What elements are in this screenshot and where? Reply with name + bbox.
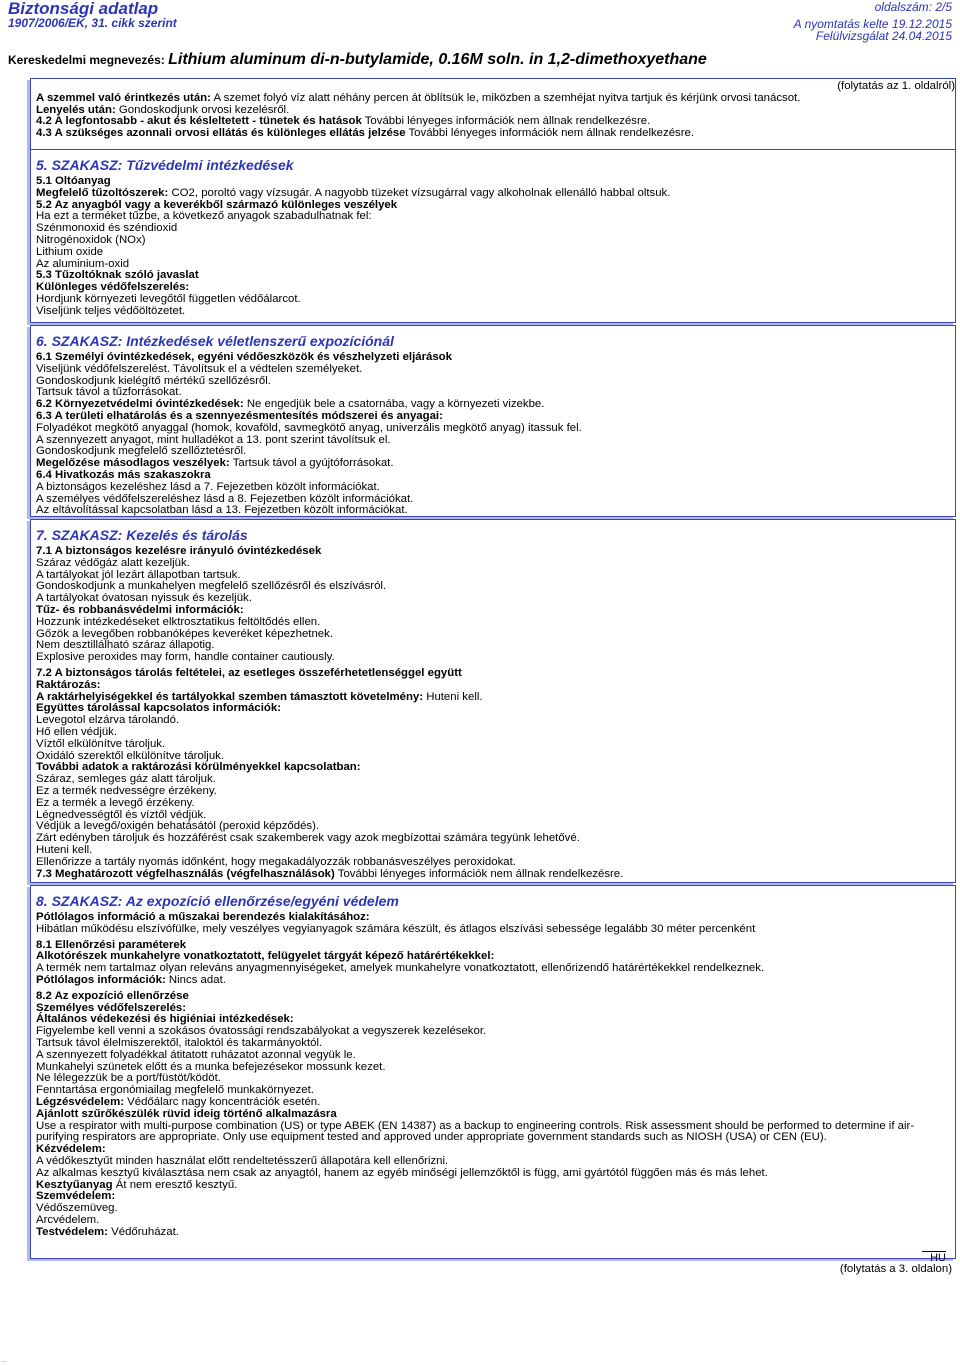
section-6-heading: Intézkedések véletlenszerű expozíciónál bbox=[122, 333, 394, 349]
s8-heading-9: Szemvédelem: bbox=[36, 1190, 116, 1203]
s6-heading-3: 6.4 Hivatkozás más szakaszokra bbox=[36, 468, 211, 481]
s7-heading-2: Tűz- és robbanásvédelmi információk: bbox=[36, 603, 244, 616]
print-date: A nyomtatás kelte 19.12.2015 bbox=[793, 17, 952, 31]
s7-end-use-label: 7.3 Meghatározott végfelhasználás (végfelhasználások) bbox=[36, 867, 335, 880]
s6-line-1: Viseljünk védőfelszerelést. Távolítsuk el a védtelen személyeket. bbox=[36, 362, 363, 375]
s6-line-6: A szennyezett anyagot, mint hulladékot a 13. pont szerint távolítsuk el. bbox=[36, 433, 391, 446]
s7-requirements-text: Huteni kell. bbox=[423, 690, 483, 703]
s8-additional-label: Pótlólagos információk: bbox=[36, 973, 166, 986]
language-code-text: HU bbox=[922, 1251, 946, 1264]
s6-secondary-label: Megelőzése másodlagos veszélyek: bbox=[36, 457, 230, 470]
s7-line-8: Explosive peroxides may form, handle container cautiously. bbox=[36, 651, 335, 664]
s6-line-9: A biztonságos kezeléshez lásd a 7. Fejezetben közölt információkat. bbox=[36, 480, 380, 493]
s8-heading-1: Pótlólagos információ a műszakai berendezés kialakításához: bbox=[36, 911, 370, 923]
section-7 bbox=[30, 519, 956, 883]
s5-heading-3: 5.3 Tűzoltóknak szóló javaslat bbox=[36, 269, 199, 282]
s7-heading-6: További adatok a raktározási körülményekkel kapcsolatban: bbox=[36, 761, 361, 774]
s7-end-use-text: További lényeges információk nem állnak rendelkezésre. bbox=[334, 867, 624, 880]
s7-line-1: Száraz védőgáz alatt kezeljük. bbox=[36, 556, 190, 569]
eye-contact-text: A szemet folyó víz alatt néhány percen át öblítsük le, miközben a szemhéjat nyitva tartjuk és kérjünk orvosi tanácsot. bbox=[210, 91, 801, 104]
s7-line-2: A tartályokat jól lezárt állapotban tartsuk. bbox=[36, 568, 241, 581]
s8-respiratory-text: Védőálarc nagy koncentrációk esetén. bbox=[124, 1095, 321, 1108]
page-mark: ... bbox=[2, 1358, 8, 1364]
s7-heading-4: Raktározás: bbox=[36, 678, 101, 691]
s8-heading-3: Alkotórészek munkahelyre vonatkoztatott, felügyelet tárgyát képező határértékekkel: bbox=[36, 950, 495, 963]
s7-line-6: Gőzök a levegőben robbanóképes keveréket képezhetnek. bbox=[36, 627, 333, 640]
s7-heading-1: 7.1 A biztonságos kezelésre irányuló óvintézkedések bbox=[36, 545, 322, 557]
product-name-line bbox=[8, 52, 707, 68]
medical-attention-line bbox=[36, 128, 951, 140]
s8-body-label: Testvédelem: bbox=[36, 1225, 108, 1238]
s6-line-10: A személyes védőfelszereléshez lásd a 8. Fejezetben közölt információkat. bbox=[36, 492, 414, 505]
s6-line-7: Gondoskodjunk megfelelő szellőztetésről. bbox=[36, 445, 247, 458]
s7-line-10: Levegotol elzárva tárolandó. bbox=[36, 714, 180, 727]
s6-line-11: Az eltávolítással kapcsolatban lásd a 13. Fejezetben közölt információkat. bbox=[36, 504, 408, 517]
continued-from-note: (folytatás az 1. oldalról) bbox=[837, 80, 955, 92]
section-6-title bbox=[36, 333, 951, 350]
medical-attention-text: További lényeges információk nem állnak rendelkezésre. bbox=[405, 127, 695, 140]
s8-heading-5: Személyes védőfelszerelés: bbox=[36, 1001, 187, 1014]
s8-line-7: Munkahelyi szünetek előtt és a munka befejezésekor mossunk kezet. bbox=[36, 1060, 386, 1073]
section-5-title bbox=[36, 157, 951, 174]
s8-heading-4: 8.2 Az expozíció ellenőrzése bbox=[36, 989, 189, 1002]
s7-line-7: Nem desztillálható száraz állapotig. bbox=[36, 639, 215, 652]
s8-line-9: Fenntartása ergonómiailag megfelelő munkakörnyezet. bbox=[36, 1084, 314, 1097]
s8-body-line bbox=[36, 1227, 951, 1239]
section-5 bbox=[30, 149, 956, 323]
s7-line-18: Védjük a levegő/oxigén behatásától (peroxid képződés). bbox=[36, 820, 320, 833]
s8-line-5: Tartsuk távol élelmiszerektől, italoktól és takarmányoktól. bbox=[36, 1036, 323, 1049]
section-7-heading: Kezelés és tárolás bbox=[122, 527, 248, 543]
s7-line-12: Víztől elkülönítve tároljuk. bbox=[36, 737, 166, 750]
s7-line-17: Légnedvességtől és víztől védjük. bbox=[36, 808, 207, 821]
s7-line-20: Huteni kell. bbox=[36, 843, 93, 856]
s8-heading-8: Kézvédelem: bbox=[36, 1143, 106, 1156]
s8-line-8: Ne lélegezzük be a port/füstöt/ködöt. bbox=[36, 1072, 221, 1085]
s6-env-label: 6.2 Környezetvédelmi óvintézkedések: bbox=[36, 398, 244, 411]
s6-line-5: Folyadékot megkötő anyaggal (homok, kovaföld, savmegkötő anyag, univerzális megkötő anyag) itassuk fel. bbox=[36, 421, 582, 434]
s6-line-2: Gondoskodjunk kielégítő mértékű szellőzésről. bbox=[36, 374, 271, 387]
section-8-number: 8. SZAKASZ: bbox=[36, 893, 123, 909]
s5-line-5: Lithium oxide bbox=[36, 245, 104, 258]
s7-requirements-label: A raktárhelyiségekkel és tartályokkal szemben támasztott követelmény: bbox=[36, 690, 424, 703]
continued-to-note: (folytatás a 3. oldalon) bbox=[839, 1263, 952, 1275]
s8-line-13: Az alkalmas kesztyű kiválasztása nem csak az anyagtól, hanem az egyéb minőségi jellemzőktől is függ, ami gyártótól függően más és más lehet. bbox=[36, 1166, 768, 1179]
medical-attention-label: 4.3 A szükséges azonnali orvosi ellátás és különleges ellátás jelzése bbox=[36, 127, 406, 140]
s5-line-4: Nitrogénoxidok (NOx) bbox=[36, 233, 146, 246]
s8-line-2: A termék nem tartalmaz olyan releváns anyagmennyiségeket, amelyek munkahelyre vonatkoztatott, ellenőrizendő határértékekkel rendelkeznek. bbox=[36, 962, 765, 975]
document-title: Biztonsági adatlap bbox=[8, 0, 159, 18]
s7-line-4: A tartályokat óvatosan nyissuk és kezeljük. bbox=[36, 592, 252, 605]
section-6-number: 6. SZAKASZ: bbox=[36, 333, 123, 349]
section-8-heading: Az expozíció ellenőrzése/egyéni védelem bbox=[122, 893, 399, 909]
section-8 bbox=[30, 885, 956, 1259]
s7-heading-3: 7.2 A biztonságos tárolás feltételei, az esetleges összeférhetetlenséggel együtt bbox=[36, 666, 462, 679]
section-5-number: 5. SZAKASZ: bbox=[36, 157, 123, 173]
s5-line-3: Szénmonoxid és széndioxid bbox=[36, 222, 178, 235]
s8-glove-line bbox=[36, 1180, 951, 1192]
s8-heading-7: Ajánlott szűrőkészülék rüvid ideig történő alkalmazásra bbox=[36, 1107, 337, 1120]
s5-extinguishing-label: Megfelelő tűzoltószerek: bbox=[36, 186, 169, 199]
s5-line-6: Az aluminium-oxid bbox=[36, 257, 130, 270]
product-name: Lithium aluminum di-n-butylamide, 0.16M soln. in 1,2-dimethoxyethane bbox=[168, 51, 707, 68]
s7-line-11: Hő ellen védjük. bbox=[36, 725, 118, 738]
s7-line-14: Száraz, semleges gáz alatt tároljuk. bbox=[36, 773, 216, 786]
s8-glove-text: Át nem eresztő kesztyű. bbox=[112, 1178, 238, 1191]
s8-additional-text: Nincs adat. bbox=[165, 973, 226, 986]
s8-additional-line bbox=[36, 975, 951, 987]
symptoms-text: További lényeges információk nem állnak rendelkezésre. bbox=[361, 115, 651, 128]
eye-contact-label: A szemmel való érintkezés után: bbox=[36, 91, 211, 104]
revision-date: Felülvizsgálat 24.04.2015 bbox=[815, 29, 952, 43]
ingestion-label: Lenyelés után: bbox=[36, 103, 116, 116]
s8-heading-6: Általános védekezési és higiéniai intézkedések: bbox=[36, 1013, 294, 1026]
s8-respiratory-label: Légzésvédelem: bbox=[36, 1095, 124, 1108]
s7-line-5: Hozzunk intézkedéseket elktrosztatikus feltöltődés ellen. bbox=[36, 615, 321, 628]
s8-line-1: Hibátlan működésu elszívófülke, mely veszélyes vegyianyagok számára készült, és átlagos elszívási sebessége legalább 30 méter percenként bbox=[36, 922, 756, 935]
s7-line-3: Gondoskodjunk a munkahelyen megfelelő szellőzésről és elszívásról. bbox=[36, 580, 387, 593]
s5-heading-1: 5.1 Oltóanyag bbox=[36, 175, 111, 187]
s8-heading-2: 8.1 Ellenőrzési paraméterek bbox=[36, 938, 187, 951]
s8-body-text: Védőruházat. bbox=[107, 1225, 179, 1238]
s6-heading-2: 6.3 A területi elhatárolás és a szennyezésmentesítés módszerei és anyagai: bbox=[36, 409, 443, 422]
page-number: oldalszám: 2/5 bbox=[874, 0, 952, 14]
s8-line-6: A szennyezett folyadékkal átitatott ruházatot azonnal vegyük le. bbox=[36, 1048, 356, 1061]
section-7-number: 7. SZAKASZ: bbox=[36, 527, 123, 543]
s8-respiratory-line bbox=[36, 1097, 951, 1109]
s5-line-7: Hordjunk környezeti levegőtől független védőálarcot. bbox=[36, 292, 301, 305]
s5-extinguishing-line bbox=[36, 188, 951, 200]
s8-line-4: Figyelembe kell venni a szokásos óvatossági rendszabályokat a vegyszerek kezelésekor. bbox=[36, 1025, 487, 1038]
section-8-title bbox=[36, 893, 951, 910]
s6-line-3: Tartsuk távol a tűzforrásokat. bbox=[36, 386, 182, 399]
section-7-title bbox=[36, 527, 951, 544]
s8-glove-label: Kesztyűanyag bbox=[36, 1178, 113, 1191]
s6-heading-1: 6.1 Személyi óvintézkedések, egyéni védőeszközök és vészhelyzeti eljárások bbox=[36, 351, 452, 363]
ingestion-text: Gondoskodjunk orvosi kezelésről. bbox=[115, 103, 290, 116]
s7-line-21: Ellenőrizze a tartály nyomás időnként, hogy megakadályozzák robbanásveszélyes peroxidokat. bbox=[36, 855, 516, 868]
s5-heading-4: Különleges védőfelszerelés: bbox=[36, 281, 190, 294]
s8-line-11: Use a respirator with multi-purpose combination (US) or type ABEK (EN 14387) as a backup to engineering controls. Risk assessment should be performed to determine if air-purifying respirators are appropriate. Only use equipment tested and approved under appropriate government standards such as NIOSH (USA) or CEN (EU). bbox=[36, 1119, 915, 1144]
s5-heading-2: 5.2 Az anyagból vagy a keverékből származó különleges veszélyek bbox=[36, 198, 398, 211]
regulation-reference: 1907/2006/EK, 31. cikk szerint bbox=[8, 16, 177, 30]
s7-end-use-line bbox=[36, 869, 951, 881]
s6-env-text: Ne engedjük bele a csatornába, vagy a környezeti vizekbe. bbox=[243, 398, 545, 411]
s7-line-13: Oxidáló szerektől elkülönítve tároljuk. bbox=[36, 749, 225, 762]
s5-line-8: Viseljünk teljes védőöltözetet. bbox=[36, 304, 186, 317]
s8-line-16: Arcvédelem. bbox=[36, 1213, 100, 1226]
s8-line-12: A védőkesztyűt minden használat előtt rendeltetésszerű állapotára kell ellenőrizni. bbox=[36, 1154, 449, 1167]
product-label: Kereskedelmi megnevezés: bbox=[8, 53, 165, 67]
section-6 bbox=[30, 325, 956, 517]
s5-line-2: Ha ezt a terméket tűzbe, a következő anyagok szabadulhatnak fel: bbox=[36, 210, 372, 223]
s8-line-15: Védőszemüveg. bbox=[36, 1202, 118, 1215]
s7-heading-5: Együttes tárolással kapcsolatos információk: bbox=[36, 702, 281, 715]
s7-line-16: Ez a termék a levegő érzékeny. bbox=[36, 796, 195, 809]
s7-line-19: Zárt edényben tároljuk és hozzáférést csak szakemberek vagy azok megbízottai számára tegyünk lehetővé. bbox=[36, 832, 580, 845]
symptoms-label: 4.2 A legfontosabb - akut és késleltetett - tünetek és hatások bbox=[36, 115, 362, 128]
section-5-heading: Tűzvédelmi intézkedések bbox=[122, 157, 294, 173]
s7-line-15: Ez a termék nedvességre érzékeny. bbox=[36, 784, 217, 797]
s6-secondary-text: Tartsuk távol a gyújtóforrásokat. bbox=[229, 457, 394, 470]
s5-extinguishing-text: CO2, poroltó vagy vízsugár. A nagyobb tüzeket vízsugárral vagy alkoholnak ellenálló habbal oltsuk. bbox=[168, 186, 671, 199]
